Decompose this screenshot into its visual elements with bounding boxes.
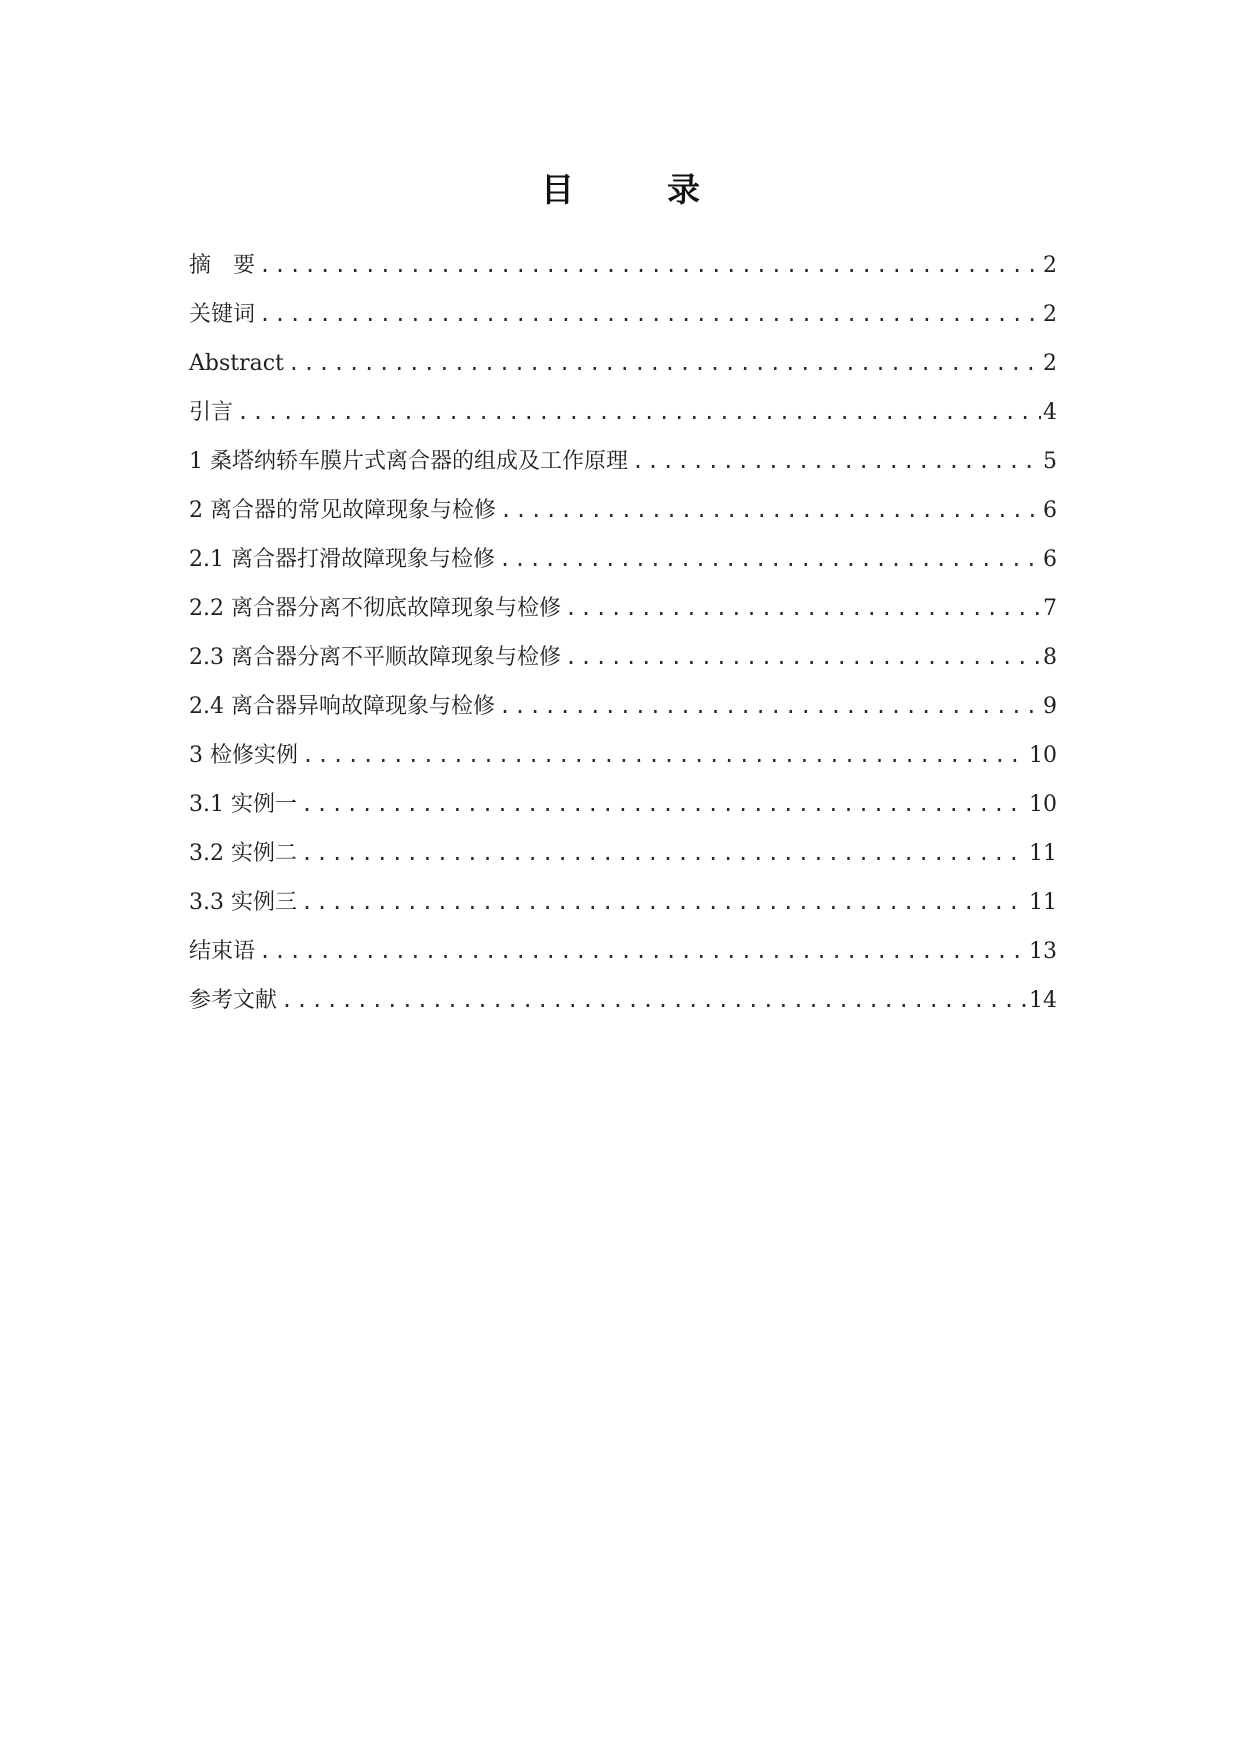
toc-page-number: 5: [1043, 449, 1057, 474]
toc-page-number: 11: [1029, 841, 1057, 866]
toc-entry-label: 2.3 离合器分离不平顺故障现象与检修: [189, 645, 561, 670]
toc-page-number: 10: [1029, 792, 1057, 817]
dot-leader: [259, 934, 1027, 968]
dot-leader: [499, 689, 1041, 723]
toc-page-number: 6: [1043, 547, 1057, 572]
toc-entry-label: 参考文献: [189, 988, 278, 1013]
dot-leader: [301, 885, 1027, 919]
toc-entry-label: 2 离合器的常见故障现象与检修: [189, 498, 496, 523]
toc-entry-label: 3.1 实例一: [189, 792, 297, 817]
dot-leader: [301, 787, 1027, 821]
toc-entry-conclusion[interactable]: [189, 934, 1057, 983]
dot-leader: [499, 542, 1041, 576]
toc-page-number: 2: [1043, 253, 1057, 278]
toc-page-number: 8: [1043, 645, 1057, 670]
toc-entry-section-2[interactable]: [189, 493, 1057, 542]
dot-leader: [302, 738, 1027, 772]
dot-leader: [259, 248, 1041, 282]
dot-leader: [237, 395, 1041, 429]
toc-entry-section-3[interactable]: [189, 738, 1057, 787]
toc-page-number: 13: [1029, 939, 1057, 964]
toc-entry-label: 2.1 离合器打滑故障现象与检修: [189, 547, 495, 572]
toc-entry-section-2-3[interactable]: [189, 640, 1057, 689]
toc-entry-abstract-en[interactable]: [189, 346, 1057, 395]
toc-entry-section-2-2[interactable]: [189, 591, 1057, 640]
toc-entry-label: 关键词: [189, 302, 256, 327]
toc-entry-references[interactable]: [189, 983, 1057, 1032]
dot-leader: [565, 640, 1041, 674]
toc-entry-label: 摘 要: [189, 253, 256, 278]
dot-leader: [288, 346, 1041, 380]
page-title: 目 录: [541, 170, 730, 209]
toc-page-number: 10: [1029, 743, 1057, 768]
toc-page-number: 14: [1029, 988, 1057, 1013]
toc-entry-section-3-2[interactable]: [189, 836, 1057, 885]
toc-page-number: 2: [1043, 351, 1057, 376]
table-of-contents: [189, 248, 1057, 1032]
toc-entry-label: 3.2 实例二: [189, 841, 297, 866]
toc-entry-label: 结束语: [189, 939, 256, 964]
toc-page-number: 2: [1043, 302, 1057, 327]
dot-leader: [259, 297, 1041, 331]
toc-page-number: 4: [1043, 400, 1057, 425]
toc-entry-label: 3.3 实例三: [189, 890, 297, 915]
dot-leader: [281, 983, 1027, 1017]
toc-entry-section-3-3[interactable]: [189, 885, 1057, 934]
toc-entry-abstract-cn[interactable]: [189, 248, 1057, 297]
toc-entry-section-3-1[interactable]: [189, 787, 1057, 836]
toc-entry-section-2-1[interactable]: [189, 542, 1057, 591]
toc-entry-label: 引言: [189, 400, 234, 425]
toc-page-number: 7: [1043, 596, 1057, 621]
toc-page-number: 9: [1043, 694, 1057, 719]
dot-leader: [301, 836, 1027, 870]
toc-entry-introduction[interactable]: [189, 395, 1057, 444]
toc-entry-keywords[interactable]: [189, 297, 1057, 346]
toc-entry-label: 1 桑塔纳轿车膜片式离合器的组成及工作原理: [189, 449, 628, 474]
toc-page-number: 6: [1043, 498, 1057, 523]
dot-leader: [500, 493, 1041, 527]
toc-entry-section-2-4[interactable]: [189, 689, 1057, 738]
dot-leader: [632, 444, 1041, 478]
toc-entry-label: 3 检修实例: [189, 743, 298, 768]
toc-entry-label: 2.4 离合器异响故障现象与检修: [189, 694, 495, 719]
toc-entry-label: Abstract: [189, 351, 284, 376]
dot-leader: [565, 591, 1041, 625]
toc-entry-label: 2.2 离合器分离不彻底故障现象与检修: [189, 596, 561, 621]
toc-entry-section-1[interactable]: [189, 444, 1057, 493]
toc-page-number: 11: [1029, 890, 1057, 915]
